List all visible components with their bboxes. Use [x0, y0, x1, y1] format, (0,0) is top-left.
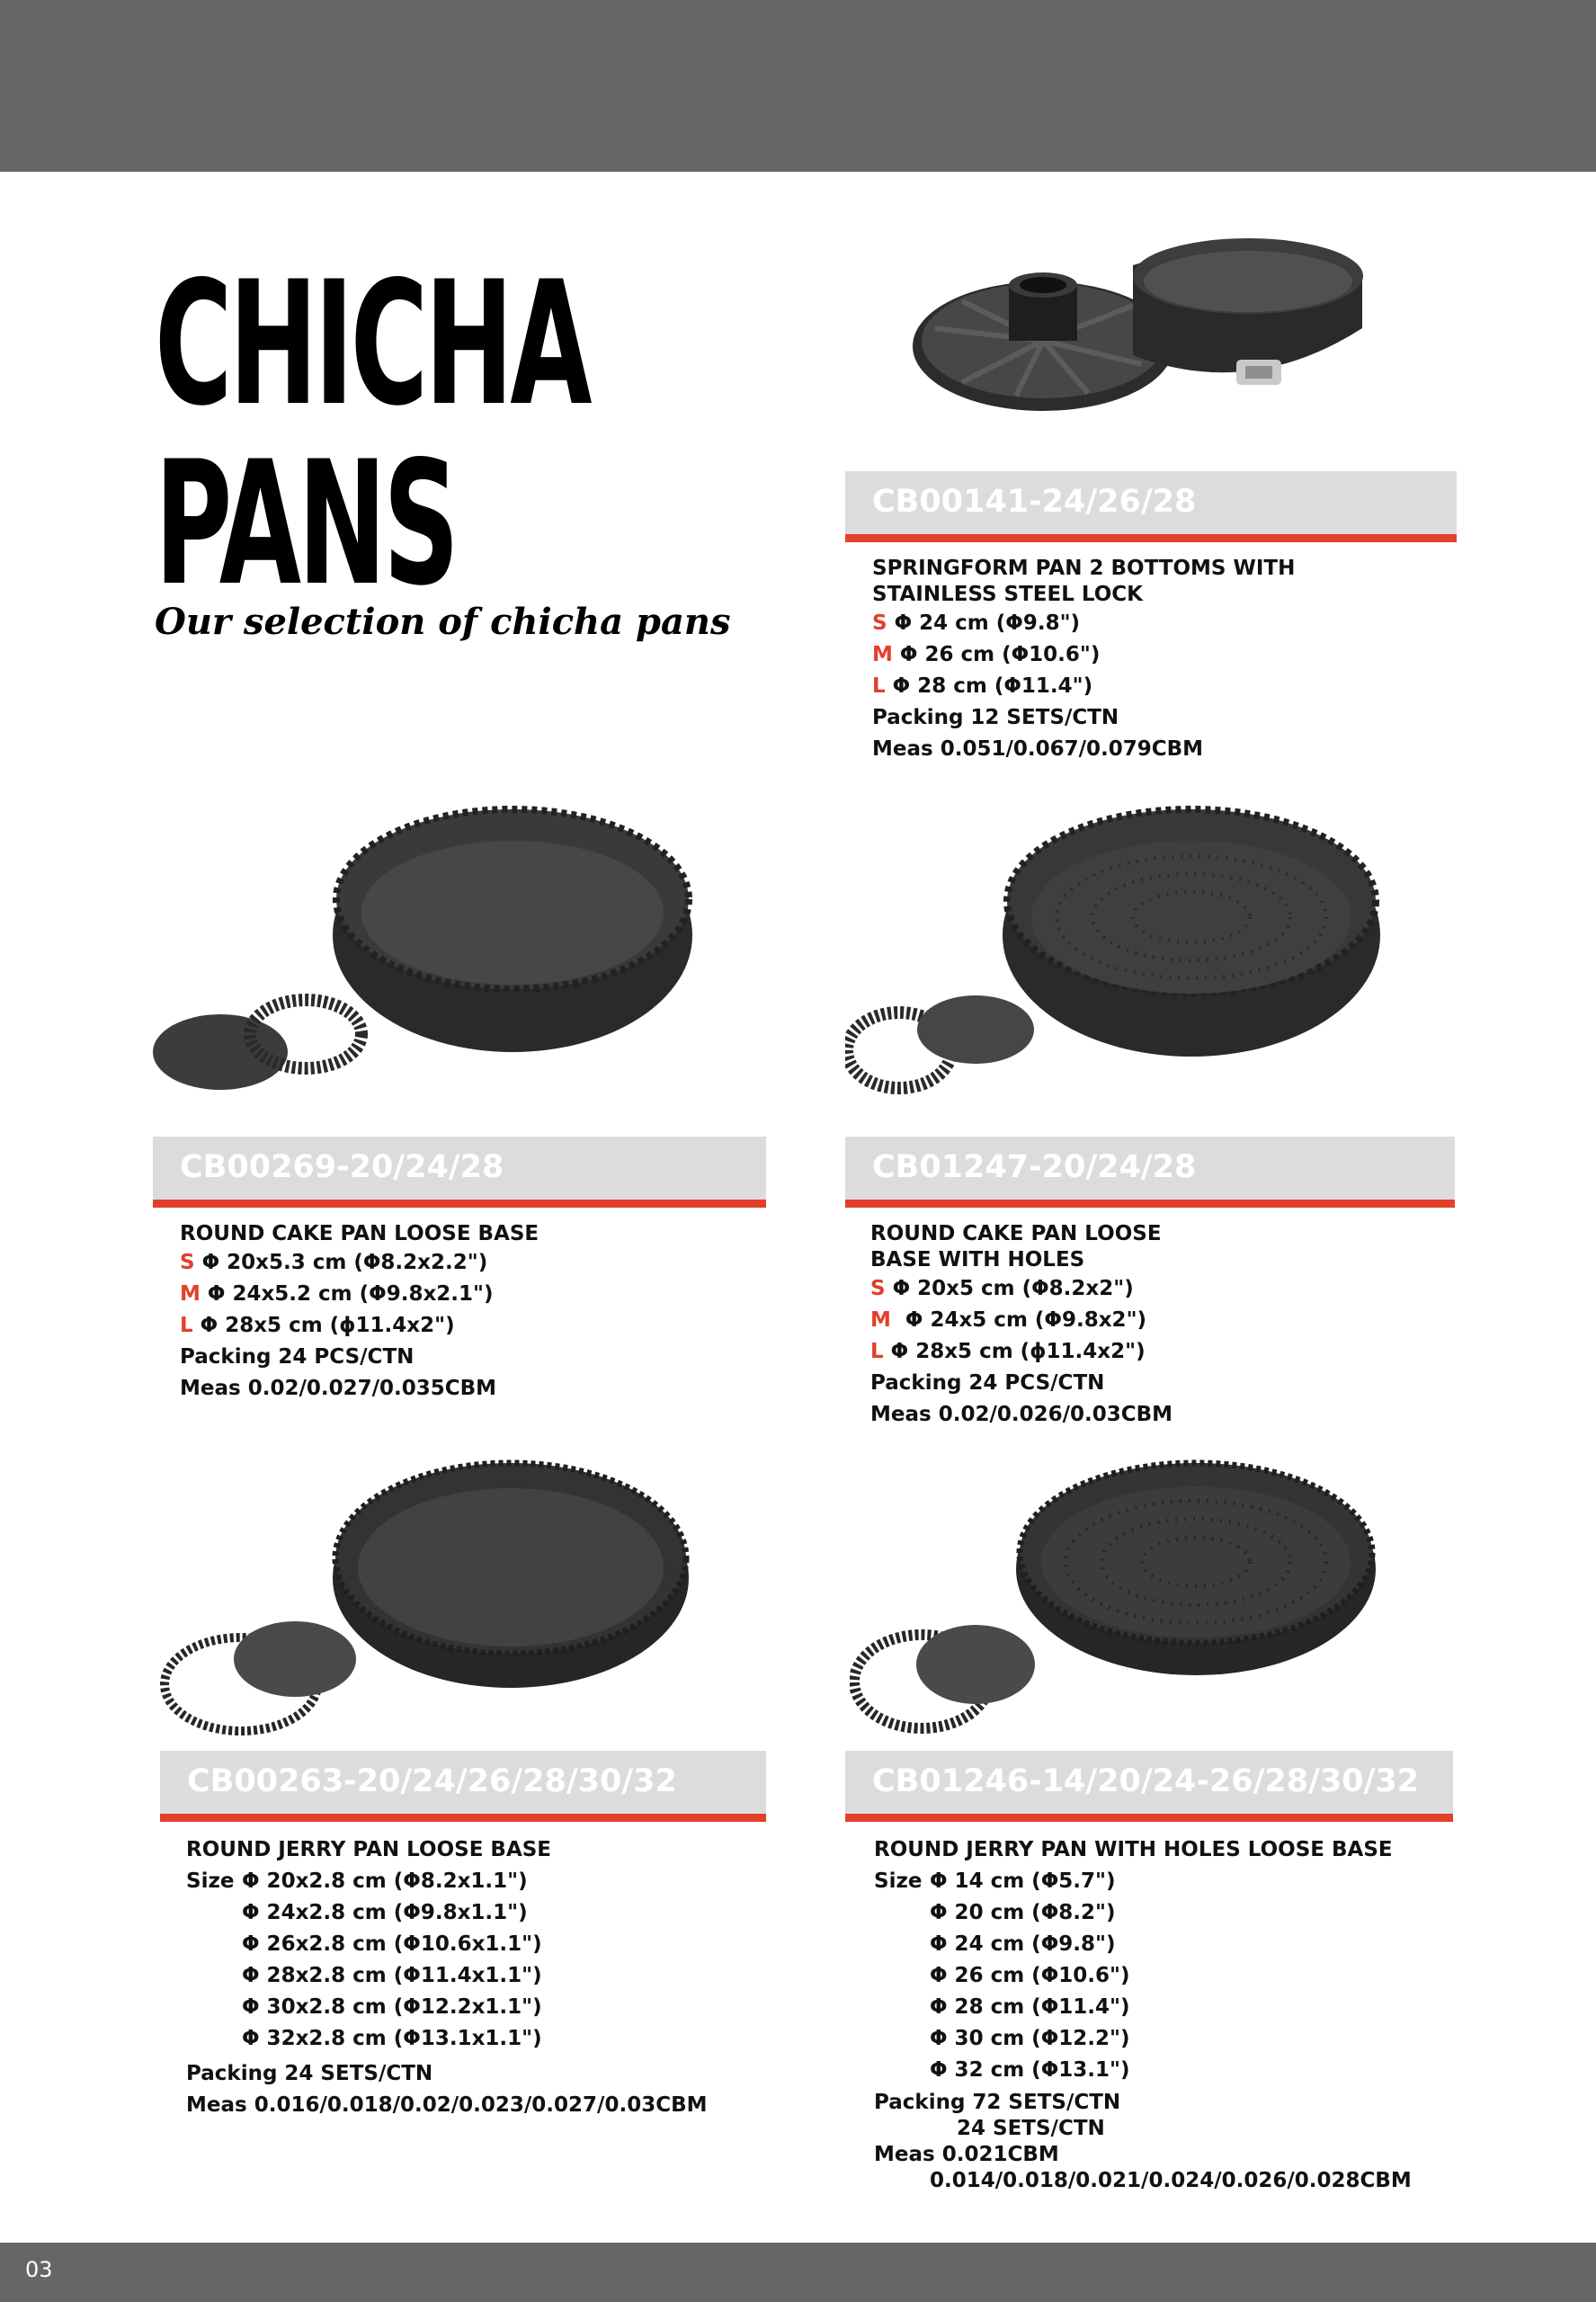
subtitle: Our selection of chicha pans	[155, 601, 731, 643]
product-name-line: ROUND JERRY PAN WITH HOLES LOOSE BASE	[874, 1838, 1393, 1861]
size-row: Φ 28 cm (Φ11.4")	[930, 1995, 1130, 2019]
round-jerry-pan-photo	[160, 1452, 700, 1740]
size-row: Φ 30x2.8 cm (Φ12.2x1.1")	[242, 1995, 542, 2019]
top-band	[0, 0, 1596, 172]
size-value: Φ 14 cm (Φ5.7")	[930, 1869, 1116, 1893]
size-label: Size	[186, 1869, 235, 1893]
size-row-m	[872, 639, 1295, 671]
size-row: Φ 32 cm (Φ13.1")	[930, 2058, 1130, 2082]
size-row: Φ 26 cm (Φ10.6")	[930, 1964, 1130, 1987]
size-row-m	[180, 1279, 539, 1310]
product-spec-cb00263	[186, 1834, 708, 2121]
product-name-line: ROUND CAKE PAN LOOSE	[870, 1222, 1162, 1245]
size-label: L	[872, 674, 886, 698]
size-row-l	[870, 1336, 1172, 1368]
page-number: 03	[25, 2257, 53, 2282]
meas-text: Meas 0.021CBM	[874, 2143, 1059, 2166]
size-row	[186, 1866, 708, 1897]
product-code: CB01246-14/20/24-26/28/30/32	[872, 1763, 1420, 1799]
size-label: S	[872, 611, 887, 635]
size-row: Φ 20 cm (Φ8.2")	[930, 1901, 1116, 1924]
product-code: CB00269-20/24/28	[180, 1149, 504, 1185]
packing-text: Packing 24 SETS/CTN	[186, 2062, 433, 2085]
size-row-m	[870, 1305, 1172, 1336]
product-header-cb01247	[845, 1137, 1455, 1208]
product-header-cb00141	[845, 471, 1457, 542]
product-header-cb00269	[153, 1137, 766, 1208]
size-value: Φ 24 cm (Φ9.8")	[894, 611, 1081, 635]
size-row: Φ 32x2.8 cm (Φ13.1x1.1")	[242, 2027, 542, 2050]
size-label: L	[180, 1314, 193, 1337]
packing-text: Packing 24 PCS/CTN	[180, 1345, 415, 1369]
product-header-cb01246	[845, 1751, 1453, 1822]
size-label: S	[180, 1251, 195, 1274]
size-value: Φ 20x2.8 cm (Φ8.2x1.1")	[242, 1869, 528, 1893]
size-value: Φ 28x5 cm (ϕ11.4x2")	[890, 1340, 1146, 1363]
size-value: Φ 20x5.3 cm (Φ8.2x2.2")	[201, 1251, 488, 1274]
meas-text-2: 0.014/0.018/0.021/0.024/0.026/0.028CBM	[930, 2169, 1412, 2192]
size-label: M	[872, 643, 893, 666]
round-jerry-pan-holes-photo	[850, 1452, 1389, 1740]
size-label: Size	[874, 1869, 923, 1893]
title-line-1: CHICHA	[155, 245, 589, 443]
packing-text: Packing 24 PCS/CTN	[870, 1371, 1105, 1395]
size-row-l	[872, 671, 1295, 702]
size-row: Φ 30 cm (Φ12.2")	[930, 2027, 1130, 2050]
product-spec-cb01247	[870, 1221, 1172, 1431]
size-label: S	[870, 1277, 886, 1300]
product-name-line: ROUND CAKE PAN LOOSE BASE	[180, 1222, 539, 1245]
title-line-2: PANS	[155, 424, 457, 623]
size-row: Φ 28x2.8 cm (Φ11.4x1.1")	[242, 1964, 542, 1987]
size-row: Φ 26x2.8 cm (Φ10.6x1.1")	[242, 1932, 542, 1956]
size-row	[874, 1866, 1412, 1897]
size-value: Φ 28x5 cm (ϕ11.4x2")	[200, 1314, 455, 1337]
product-name-line: STAINLESS STEEL LOCK	[872, 583, 1143, 606]
packing-text-2: 24 SETS/CTN	[957, 2117, 1105, 2140]
size-row-s	[870, 1273, 1172, 1305]
product-code: CB00141-24/26/28	[872, 484, 1197, 520]
size-value: Φ 24x5.2 cm (Φ9.8x2.1")	[207, 1282, 494, 1306]
size-row: Φ 24 cm (Φ9.8")	[930, 1932, 1116, 1956]
meas-text: Meas 0.02/0.026/0.03CBM	[870, 1403, 1173, 1426]
meas-text: Meas 0.016/0.018/0.02/0.023/0.027/0.03CBM	[186, 2093, 708, 2117]
product-name-line: ROUND JERRY PAN LOOSE BASE	[186, 1838, 552, 1861]
size-row-s	[180, 1247, 539, 1279]
round-cake-pan-photo	[153, 800, 710, 1106]
size-value: Φ 20x5 cm (Φ8.2x2")	[892, 1277, 1134, 1300]
packing-text: Packing 12 SETS/CTN	[872, 706, 1119, 729]
packing-text: Packing 72 SETS/CTN	[874, 2091, 1121, 2114]
size-value: Φ 28 cm (Φ11.4")	[892, 674, 1093, 698]
product-spec-cb00141	[872, 556, 1295, 765]
product-code: CB00263-20/24/26/28/30/32	[187, 1763, 677, 1799]
meas-text: Meas 0.051/0.067/0.079CBM	[872, 737, 1204, 761]
size-label: L	[870, 1340, 884, 1363]
size-row-l	[180, 1310, 539, 1342]
product-spec-cb01246	[874, 1834, 1412, 2194]
meas-text: Meas 0.02/0.027/0.035CBM	[180, 1377, 497, 1400]
product-header-cb00263	[160, 1751, 766, 1822]
springform-pan-photo	[908, 220, 1376, 418]
product-spec-cb00269	[180, 1221, 539, 1405]
product-code: CB01247-20/24/28	[872, 1149, 1197, 1185]
size-label: M	[180, 1282, 201, 1306]
size-value: Φ 24x5 cm (Φ9.8x2")	[897, 1308, 1147, 1332]
round-cake-pan-holes-photo	[845, 800, 1403, 1106]
size-row: Φ 24x2.8 cm (Φ9.8x1.1")	[242, 1901, 528, 1924]
product-name-line: BASE WITH HOLES	[870, 1248, 1085, 1271]
product-name-line: SPRINGFORM PAN 2 BOTTOMS WITH	[872, 557, 1296, 580]
footer-band	[0, 2243, 1596, 2302]
size-label: M	[870, 1308, 891, 1332]
size-value: Φ 26 cm (Φ10.6")	[899, 643, 1101, 666]
size-row-s	[872, 608, 1295, 639]
